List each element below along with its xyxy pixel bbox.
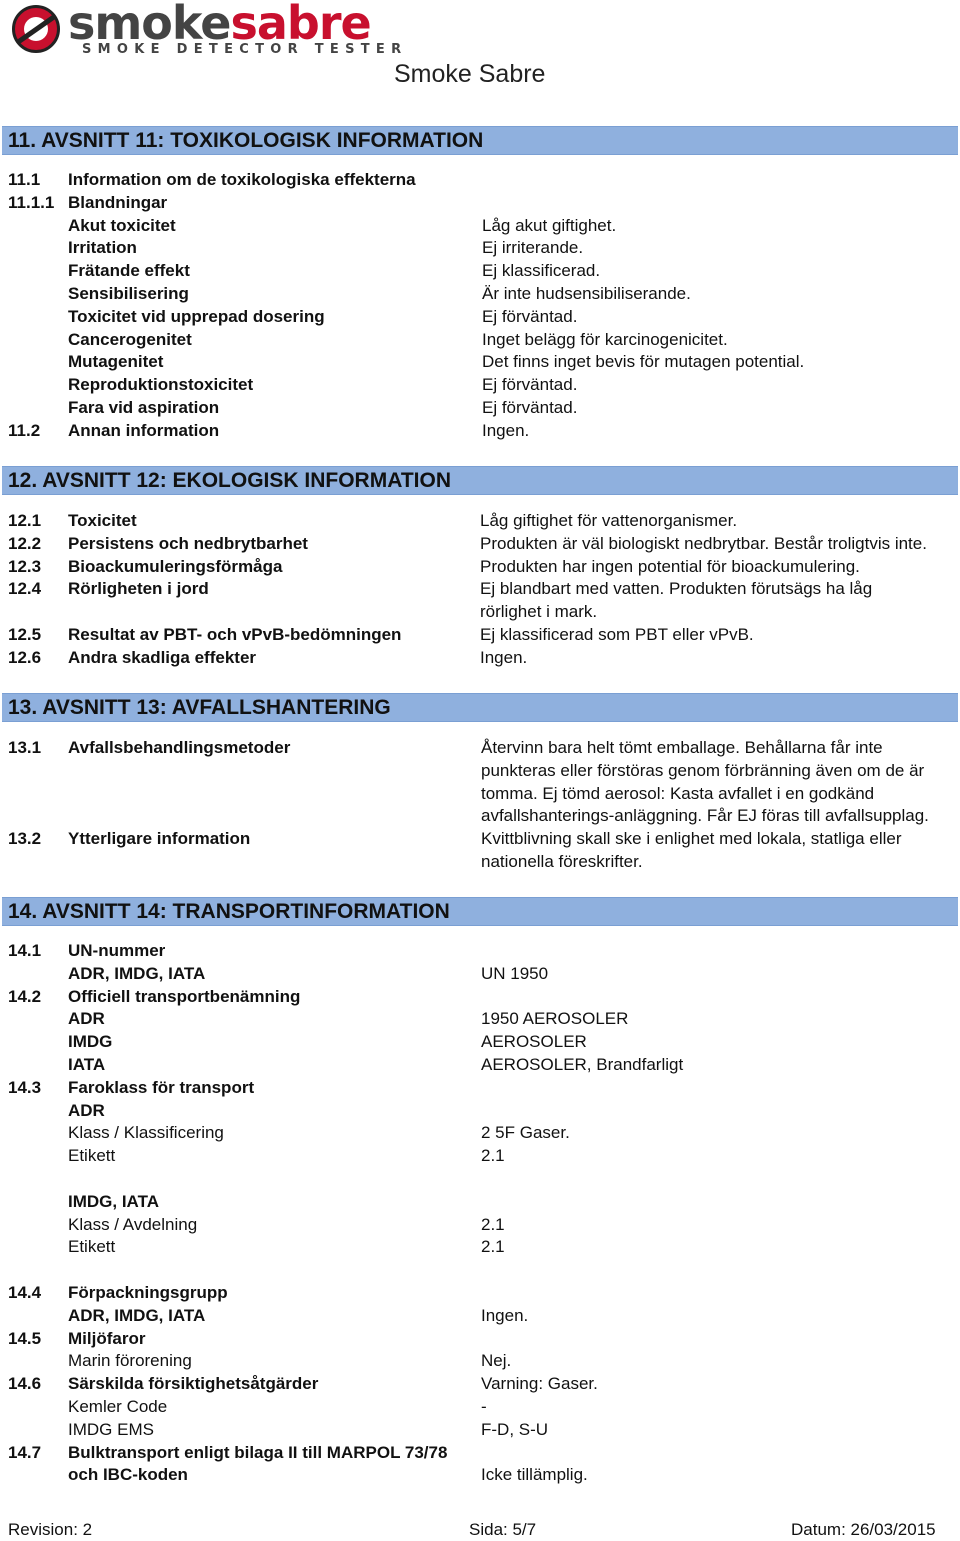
row-label: Sensibilisering <box>68 284 189 303</box>
row-number: 13.1 <box>8 738 42 757</box>
row-value: Produkten har ingen potential för bioackumulering. <box>480 556 860 576</box>
row-value: rörlighet i mark. <box>480 602 598 622</box>
row-value: 2.1 <box>481 1214 505 1234</box>
row-value: AEROSOLER, Brandfarligt <box>481 1055 684 1074</box>
row-number: 14.6 <box>8 1374 42 1394</box>
row-value: Återvinn bara helt tömt emballage. Behållarna får inte <box>481 738 883 757</box>
row-value: Ingen. <box>481 1305 529 1325</box>
row-value: 1950 AEROSOLER <box>481 1009 629 1029</box>
row-value: avfallshanterings-anläggning. Får EJ föras till avfallsupplag. <box>481 806 929 826</box>
section-title: 13. AVSNITT 13: AVFALLSHANTERING <box>8 696 391 719</box>
row-value: Är inte hudsensibiliserande. <box>482 284 691 303</box>
row-value: Ej klassificerad. <box>482 261 601 281</box>
row-label: UN-nummer <box>68 941 166 960</box>
row-label: Irritation <box>68 238 137 258</box>
row-value: Det finns inget bevis för mutagen potential. <box>482 352 805 372</box>
row-number: 12.2 <box>8 533 42 553</box>
row-number: 14.7 <box>8 1442 42 1462</box>
row-number: 14.4 <box>8 1283 42 1302</box>
row-label: ADR, IMDG, IATA <box>68 963 206 983</box>
row-number: 14.5 <box>8 1328 42 1348</box>
row-label: Persistens och nedbrytbarhet <box>68 533 308 553</box>
row-value: Ingen. <box>480 647 528 667</box>
logo-text-sabre: sabre <box>230 0 371 50</box>
row-label: Miljöfaror <box>68 1328 146 1348</box>
page-number: Sida: 5/7 <box>469 1520 537 1539</box>
row-number: 12.1 <box>8 511 42 530</box>
row-label: Frätande effekt <box>68 261 190 281</box>
row-number: 14.2 <box>8 986 42 1006</box>
row-label: ADR, IMDG, IATA <box>68 1305 206 1325</box>
row-label: ADR <box>68 1009 105 1029</box>
row-label: Cancerogenitet <box>68 329 192 349</box>
company-name: Smoke Sabre <box>394 60 546 88</box>
row-label: Etikett <box>68 1237 116 1257</box>
row-number: 12.3 <box>8 556 42 576</box>
row-label: Ytterligare information <box>68 829 251 849</box>
row-label: Klass / Klassificering <box>68 1123 224 1143</box>
row-label: Annan information <box>68 420 220 440</box>
row-number: 12.4 <box>8 579 42 599</box>
row-label: Resultat av PBT- och vPvB-bedömningen <box>68 625 402 644</box>
row-value: Ingen. <box>482 420 530 440</box>
row-value: punkteras eller förstöras genom förbränning även om de är <box>481 760 925 780</box>
row-label: Information om de toxikologiska effekterna <box>68 170 416 189</box>
row-value: Varning: Gaser. <box>481 1374 598 1394</box>
row-label: IMDG EMS <box>68 1419 154 1439</box>
row-value: F-D, S-U <box>481 1419 549 1439</box>
row-label: Särskilda försiktighetsåtgärder <box>68 1374 319 1394</box>
section-header-s13 <box>2 693 958 722</box>
row-label: Mutagenitet <box>68 352 164 372</box>
row-value: Ej klassificerad som PBT eller vPvB. <box>480 625 754 644</box>
row-label: Marin förorening <box>68 1351 192 1371</box>
row-value: Ej förväntad. <box>482 306 578 326</box>
row-value: Kvittblivning skall ske i enlighet med lokala, statliga eller <box>481 829 902 849</box>
row-label: Klass / Avdelning <box>68 1214 198 1234</box>
row-label: Kemler Code <box>68 1397 168 1416</box>
row-value: Ej irriterande. <box>482 238 584 258</box>
row-value: Ej förväntad. <box>482 375 578 395</box>
row-label: Bioackumuleringsförmåga <box>68 556 283 576</box>
section-title: 12. AVSNITT 12: EKOLOGISK INFORMATION <box>8 469 451 492</box>
row-number: 11.2 <box>8 420 41 440</box>
section-title: 14. AVSNITT 14: TRANSPORTINFORMATION <box>8 900 450 923</box>
row-number: 14.3 <box>8 1077 42 1097</box>
logo-tagline: SMOKE DETECTOR TESTER <box>82 42 408 57</box>
row-value: Produkten är väl biologiskt nedbrytbar. Består troligtvis inte. <box>480 533 927 553</box>
row-label: Andra skadliga effekter <box>68 647 257 667</box>
row-value: Icke tillämplig. <box>481 1465 588 1485</box>
row-label: Reproduktionstoxicitet <box>68 375 254 395</box>
row-value: Ej blandbart med vatten. Produkten förutsägs ha låg <box>480 579 873 599</box>
row-value: Låg akut giftighet. <box>482 215 617 235</box>
row-label: IATA <box>68 1055 106 1074</box>
row-label: Fara vid aspiration <box>68 398 220 417</box>
row-label: Akut toxicitet <box>68 215 176 235</box>
row-label: Toxicitet vid upprepad dosering <box>68 306 325 326</box>
row-label: ADR <box>68 1100 105 1120</box>
row-value: tomma. Ej tömd aerosol: Kasta avfallet i en godkänd <box>481 783 875 803</box>
row-label: Avfallsbehandlingsmetoder <box>68 738 291 757</box>
row-value: nationella föreskrifter. <box>481 852 643 871</box>
date-label: Datum: 26/03/2015 <box>791 1520 936 1539</box>
row-number: 13.2 <box>8 829 42 849</box>
section-title: 11. AVSNITT 11: TOXIKOLOGISK INFORMATION <box>8 129 484 152</box>
section-header-s14 <box>2 897 958 926</box>
row-label: Rörligheten i jord <box>68 579 209 599</box>
page-header <box>0 0 960 100</box>
brand-logo <box>6 2 406 62</box>
row-number: 11.1 <box>8 170 41 189</box>
row-number: 14.1 <box>8 941 42 960</box>
row-value: UN 1950 <box>481 963 549 983</box>
row-label: IMDG, IATA <box>68 1191 159 1211</box>
row-label: Bulktransport enligt bilaga II till MARPOL 73/78 <box>68 1442 448 1462</box>
section-header-s11 <box>2 126 958 155</box>
row-label: IMDG <box>68 1032 113 1052</box>
row-number: 12.5 <box>8 625 42 644</box>
row-value: Nej. <box>481 1351 512 1371</box>
row-number: 11.1.1 <box>8 192 55 212</box>
row-label: Officiell transportbenämning <box>68 986 301 1006</box>
row-value: Låg giftighet för vattenorganismer. <box>480 511 738 530</box>
row-label: Faroklass för transport <box>68 1077 255 1097</box>
row-label: Blandningar <box>68 192 168 212</box>
row-value: 2 5F Gaser. <box>481 1123 570 1143</box>
logo-text-smoke: smoke <box>68 0 231 50</box>
revision-label: Revision: 2 <box>8 1520 93 1539</box>
section-header-s12 <box>2 466 958 495</box>
row-label: och IBC-koden <box>68 1465 188 1485</box>
row-label: Förpackningsgrupp <box>68 1283 228 1302</box>
row-number: 12.6 <box>8 647 42 667</box>
smoke-sabre-logo-icon <box>12 5 60 53</box>
row-label: Toxicitet <box>68 511 137 530</box>
row-value: Inget belägg för karcinogenicitet. <box>482 329 728 349</box>
row-value: - <box>481 1397 487 1416</box>
row-value: Ej förväntad. <box>482 398 578 417</box>
row-value: AEROSOLER <box>481 1032 587 1052</box>
row-value: 2.1 <box>481 1237 505 1257</box>
row-label: Etikett <box>68 1146 116 1166</box>
row-value: 2.1 <box>481 1146 505 1166</box>
